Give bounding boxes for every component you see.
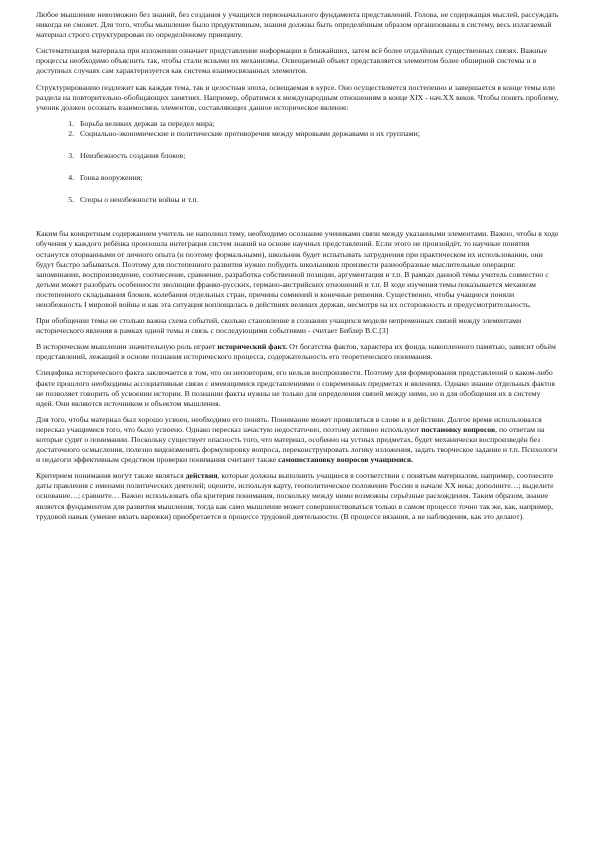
list-item: 4. Гонка вооружения; [76,173,559,183]
emphasis-historical-fact: исторический факт. [217,342,288,352]
emphasis-questions: постановку вопросов [421,424,496,434]
text-run: , которые должны выполнить учащиеся в соответствии с понятым материалом, например, соотнесите даты правления с именами политических деятелей; оцените, используя карту, геополитическое положение России в начале XX века; дополните…; выделите основание…; сравните… Важно использовать оба критерия понимания, поскольку между ними возможны серьёзные расхождения. Таким образом, знание является фундаментом для развития мышления, тогда как само мышление может совершенствоваться только в самом процессе точно так же, как, например, трудовой навык (умение вязать варежки) приобретается в процессе трудовой деятельности. (В процессе вязания, а не наблюдения, как это делают). [36,471,554,521]
list-item: 1. Борьба великих держав за передел мира; [76,119,559,129]
list-item: 3. Неизбежность создания блоков; [76,151,559,161]
paragraph-understanding [36,415,559,465]
elements-list [36,119,559,205]
spacer [36,215,559,229]
text-run: От богатства фактов, характера их фонда, накопленного памятью, зависит объём представлений, лежащий в основе познания исторического процесса, содержательность его теоретического понимания. [36,342,556,362]
text-run: , по ответам на которые судят о понимании. Поскольку существует опасность того, что материал, особенно на устных предметах, будет механически воспроизведён без достаточного осмысления, полезно видоизменять формулировку вопроса, переконструировать логику изложения, задать творческое задание и т.п. Психологи и педагоги эффективным средством проверки понимания считают также [36,424,558,465]
paragraph-systematization: Систематизация материала при изложении означает представление информации в ближайших, затем всё более отдалённых существенных связях. Важные процессы необходимо объяснить так, чтобы стали ясными их механизмы. Освещаемый объект представляется элементом более обширной системы и в доступных случаях сам характеризуется как система взаимосвязанных элементов. [36,46,548,76]
paragraph-fact-specifics: Специфика исторического факта заключается в том, что он неповторим, его нельзя воспроизвести. Поэтому для формирования представлений о каком-либо факте прошлого необходимы ассоциативные связи с имеющимися представлениями о современных предметах и явлениях. Однако знание отдельных фактов не позволяет говорить об усвоении истории. В познании факты нужны не только для определения связей между ними, но и для обобщения их в систему идей. Они являются источником и объектом мышления. [36,368,556,408]
emphasis-self-questions: самопостановку вопросов учащимися. [278,455,413,465]
list-item: 2. Социально-экономические и политические противоречия между мировыми державами и их группами; [76,129,559,139]
paragraph-historical-fact [36,342,559,362]
text-run: В историческом мышлении значительную роль играет [36,342,218,352]
paragraph-generalization: При обобщении темы не столько важна схема событий, сколько становление в сознании учащихся модели непременных связей между элементами исторического явления в рамках одной темы и связь с последующими событиями - считает Библер В.С.[3] [36,316,522,336]
paragraph-integration: Каким бы конкретным содержанием учитель не наполнил тему, необходимо осознание учениками связи между указанными элементами. Важно, чтобы в ходе обучения у каждого ребёнка произошла интеграция систем знаний на основе научных представлений. Если этого не произойдёт, то научные понятия останутся оторванными от личного опыта (и поэтому формальными), школьник будет испытывать затруднения при практическом их использовании, они будут быстро забываться. Поэтому для постепенного развития нужно побудить школьников произвести разнообразные мыслительные операции: запоминание, воспроизведение, соотнесение, сравнение, разработка собственной позиции, аргументация и т.п. В рамках данной темы учитель совместно с детьми может разобрать особенности эволюции франко-русских, германо-австрийских отношений и т.п. В ходе изучения темы показывается механизм постепенного складывания блоков, колебания отдельных стран, причины сомнений и конечные решения. Существенно, чтобы учащиеся поняли неизбежность I мировой войны и как эта ситуация воплощалась в действиях великих держав, несмотря на их осторожность и предусмотрительность. [36,229,559,309]
text-run: Критерием понимания могут также являться [36,471,186,481]
text-run: Для того, чтобы материал был хорошо усвоен, необходимо его понять. Понимание может проявляться в слове и в действии. Долгое время использовался пересказ учащимися того, что было усвоено. Однако пересказ зачастую недостаточно, поэтому активно используют [36,414,542,434]
emphasis-actions: действия [185,471,218,481]
paragraph-structuring: Структурированию подлежит как каждая тема, так и целостная эпоха, освещаемая в курсе. Оно осуществляется постепенно и завершается в конце темы или раздела на повторительно-обобщающих занятиях. Например, обратимся к международным отношениям в конце XIX - нач.XX веков. Чтобы понять проблему, ученик должен осознать взаимосвязь элементов, составляющих данное историческое явление: [36,82,559,112]
paragraph-criteria [36,471,559,521]
list-item: 5. Споры о неизбежности войны и т.п. [76,195,559,205]
paragraph-intro: Любое мышление невозможно без знаний, без создания у учащихся первоначального фундамента представлений. Голова, не содержащая мыслей, рассуждать никогда не сможет. Для того, чтобы мышление было продуктивным, знания должны быть определённым образом организованы в систему, весь излагаемый материал строго структурирован по определённому принципу. [36,10,559,40]
